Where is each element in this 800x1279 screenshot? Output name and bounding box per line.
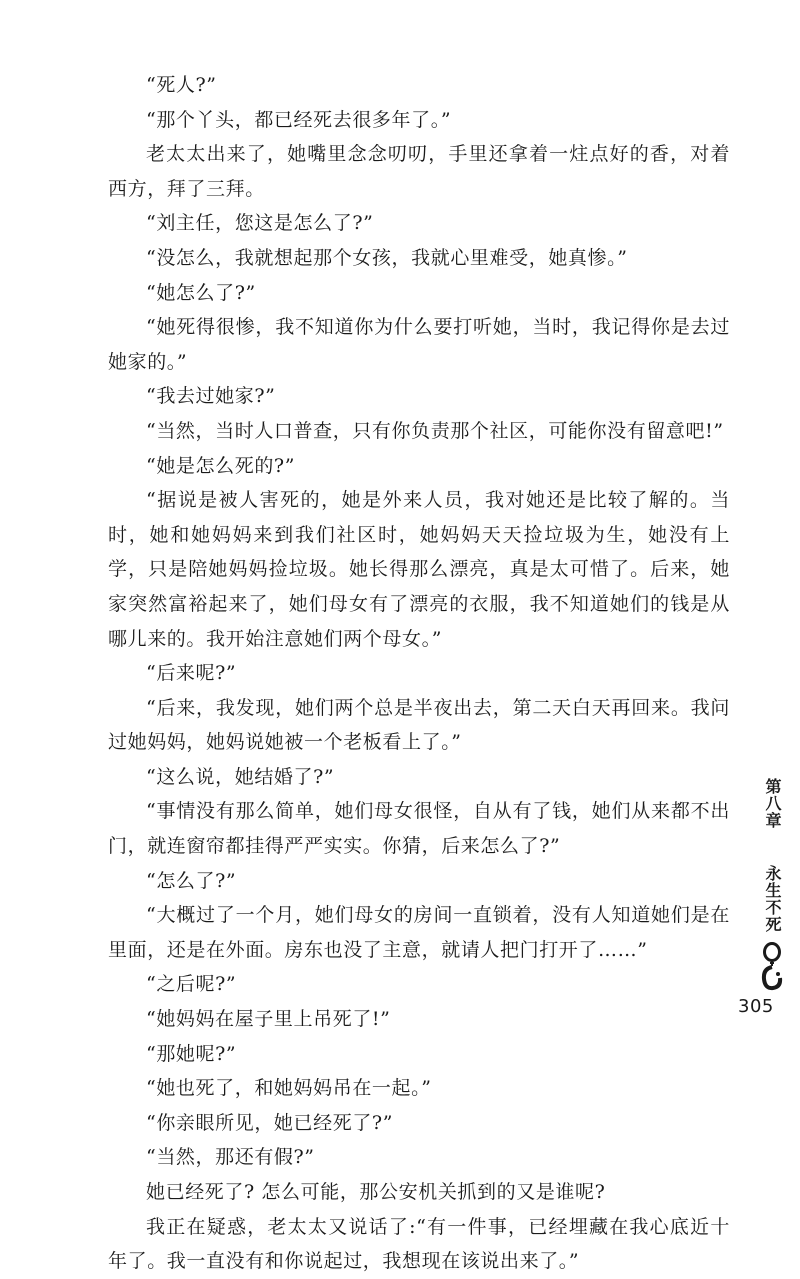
paragraph: “她也死了，和她妈妈吊在一起。” [146,1077,432,1100]
paragraph: “这么说，她结婚了?” [146,765,335,788]
paragraph: “刘主任，您这是怎么了?” [146,212,374,235]
paragraph: “据说是被人害死的，她是外来人员，我对她还是比较了解的。当时，她和她妈妈来到我们社区时，她妈妈天天捡垃圾为生，她没有上学，只是陪她妈妈捡垃圾。她长得那么漂亮，真是太可惜了。后来，她家突然富裕起来了，她们母女有了漂亮的衣服，我不知道她们的钱是从哪儿来的。我开始注意她们两个母女。” [108,489,730,650]
chapter-number: 第八章 [763,778,782,829]
paragraph: “当然，当时人口普查，只有你负责那个社区，可能你没有留意吧!” [146,419,724,442]
page-number: 305 [738,996,774,1017]
paragraph: “她是怎么死的?” [146,454,296,477]
paragraph: 我正在疑惑，老太太又说话了:“有一件事，已经埋藏在我心底近十年了。我一直没有和你说起过，我想现在该说出来了。” [108,1215,730,1273]
paragraph: 老太太出来了，她嘴里念念叨叨，手里还拿着一炷点好的香，对着西方，拜了三拜。 [108,143,730,200]
paragraph: “怎么了?” [146,869,237,892]
paragraph: “当然，那还有假?” [146,1146,315,1169]
paragraph: “那个丫头，都已经死去很多年了。” [146,108,452,131]
paragraph: “后来，我发现，她们两个总是半夜出去，第二天白天再回来。我问过她妈妈，她妈说她被一个老板看上了。” [108,696,730,754]
paragraph: “她妈妈在屋子里上吊死了!” [146,1008,391,1031]
paragraph: “我去过她家?” [146,385,276,408]
paragraph: “她死得很惨，我不知道你为什么要打听她，当时，我记得你是去过她家的。” [108,316,730,373]
paragraph: 她已经死了? 怎么可能，那公安机关抓到的又是谁呢? [146,1181,606,1203]
paragraph: “后来呢?” [146,662,237,685]
chapter-title: 永生不死 [763,865,782,933]
paragraph: “没怎么，我就想起那个女孩，我就心里难受，她真惨。” [146,246,628,269]
paragraph: “你亲眼所见，她已经死了?” [146,1111,394,1134]
body-text [108,68,730,1279]
paragraph: “那她呢?” [146,1042,237,1065]
paragraph: “死人?” [146,74,217,96]
paragraph: “她怎么了?” [146,281,256,304]
paragraph: “大概过了一个月，她们母女的房间一直锁着，没有人知道她们是在里面，还是在外面。房东也没了主意，就请人把门打开了……” [108,904,730,961]
paragraph: “之后呢?” [146,973,237,996]
chapter-sidebar [754,778,790,993]
paragraph: “事情没有那么简单，她们母女很怪，自从有了钱，她们从来都不出门，就连窗帘都挂得严严实实。你猜，后来怎么了?” [108,800,730,858]
handcuffs-icon [760,941,784,993]
